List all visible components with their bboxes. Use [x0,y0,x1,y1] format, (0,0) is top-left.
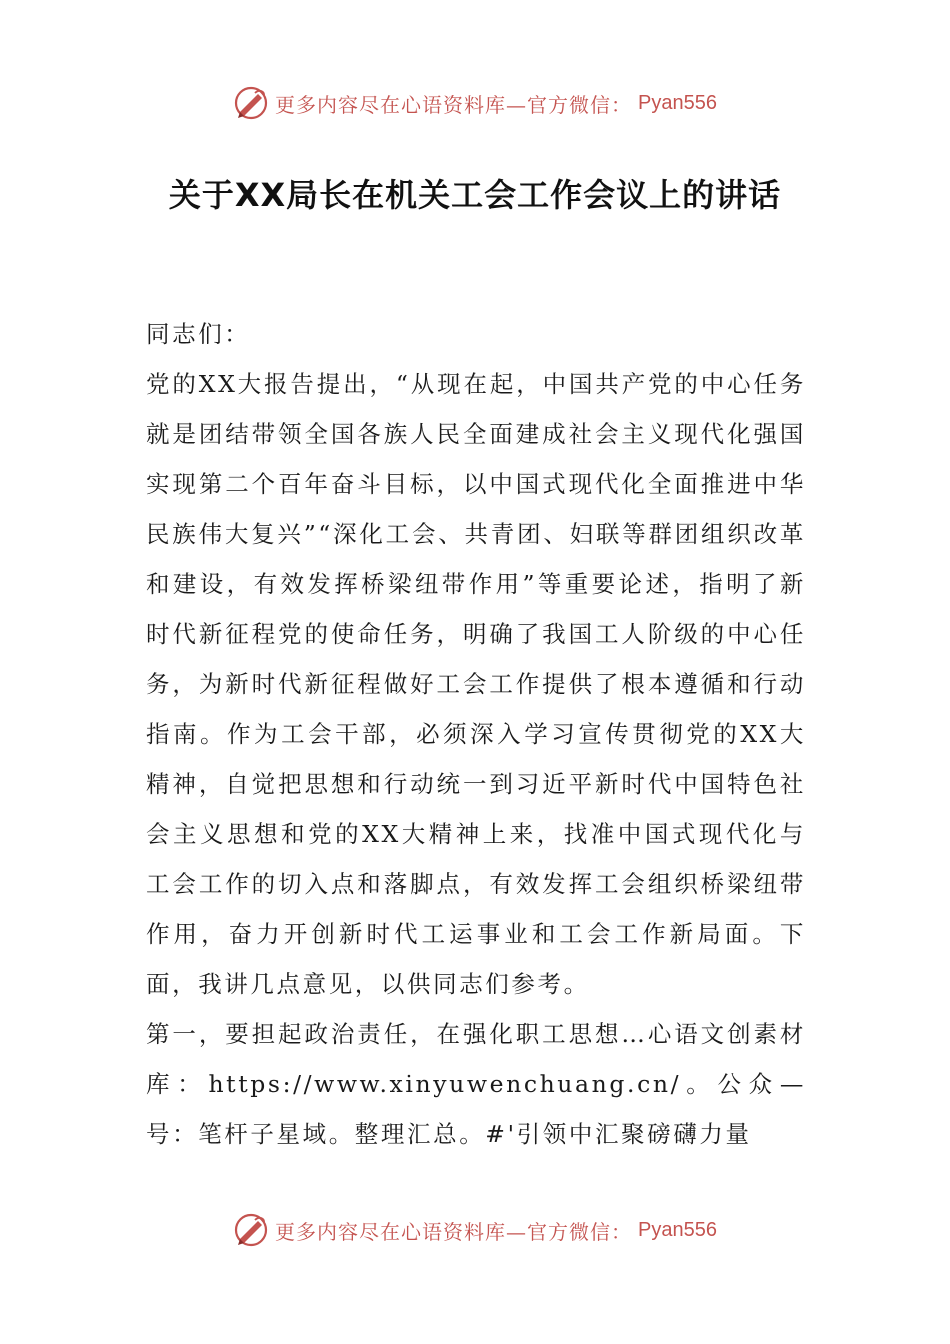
salutation: 同志们： [146,320,251,348]
header-watermark [0,83,950,123]
document-title: 关于XX局长在机关工会工作会议上的讲话 [168,176,782,214]
document-body [146,309,806,1159]
pen-logo-icon [233,85,269,121]
paragraph: 第一，要担起政治责任，在强化职工思想…心语文创素材库：https://www.xinyuwenchuang.cn/。公众—号：笔杆子星域。整理汇总。#'引领中汇聚磅礴力量 [146,1020,806,1148]
watermark-text: 更多内容尽在心语资料库—官方微信： [275,92,633,117]
watermark-wechat-id: Pyan556 [638,91,717,114]
paragraph: 党的XX大报告提出，“从现在起，中国共产党的中心任务就是团结带领全国各族人民全面建成社会主义现代化强国实现第二个百年奋斗目标，以中国式现代化全面推进中华民族伟大复兴”“深化工会、共青团、妇联等群团组织改革和建设，有效发挥桥梁纽带作用”等重要论述，指明了新时代新征程党的使命任务，明确了我国工人阶级的中心任务，为新时代新征程做好工会工作提供了根本遵循和行动指南。作为工会干部，必须深入学习宣传贯彻党的XX大精神，自觉把思想和行动统一到习近平新时代中国特色社会主义思想和党的XX大精神上来，找准中国式现代化与工会工作的切入点和落脚点，有效发挥工会组织桥梁纽带作用，奋力开创新时代工运事业和工会工作新局面。下面，我讲几点意见，以供同志们参考。 [146,370,806,998]
pen-logo-icon [233,1212,269,1248]
watermark-wechat-id: Pyan556 [638,1218,717,1241]
footer-watermark [0,1210,950,1250]
watermark-text: 更多内容尽在心语资料库—官方微信： [275,1219,633,1244]
